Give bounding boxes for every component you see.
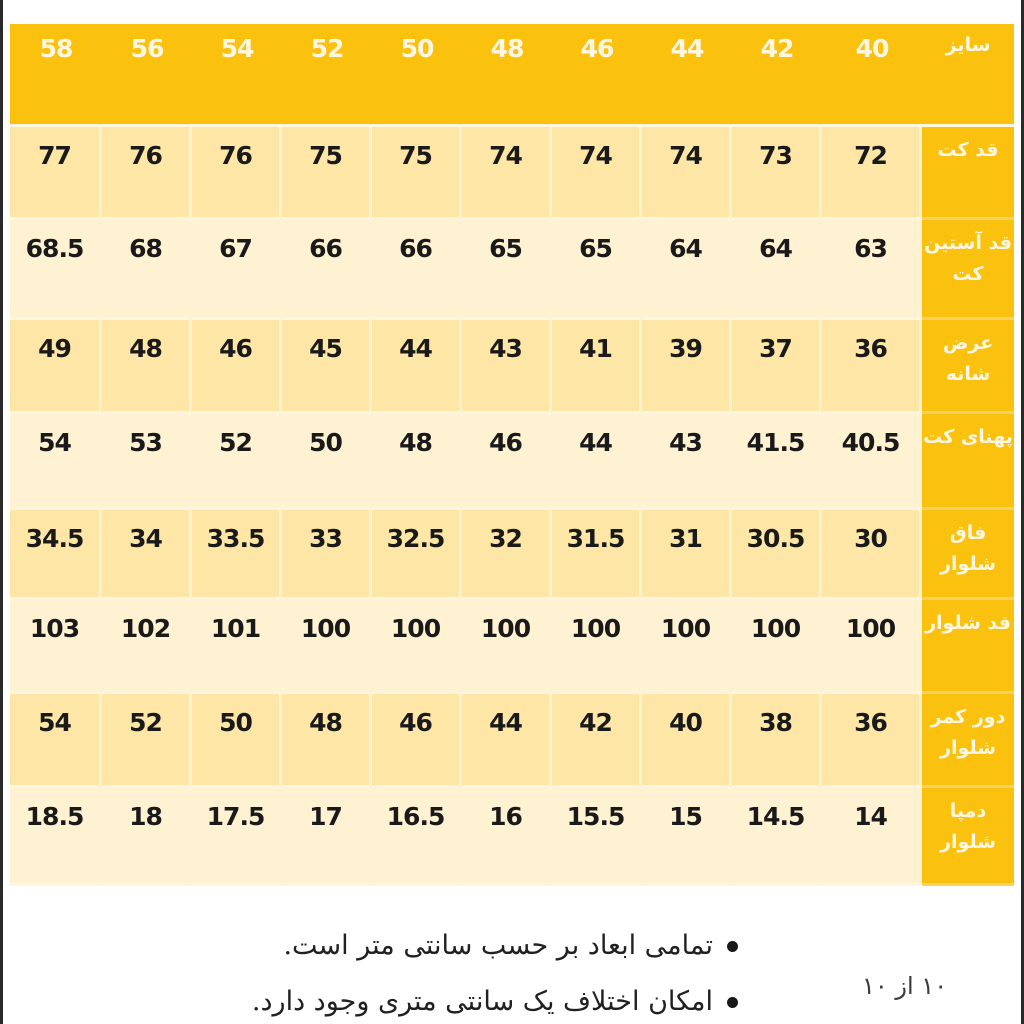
measurement-cell: 41.5 (732, 414, 822, 510)
row-label: قد کت (922, 127, 1014, 220)
left-edge (0, 0, 3, 1024)
size-header-cell: 56 (102, 24, 192, 127)
measurement-cell: 32 (462, 510, 552, 600)
row-label: پهنای کت (922, 414, 1014, 510)
measurement-cell: 64 (642, 220, 732, 320)
table-row (10, 788, 1014, 886)
measurement-cell: 42 (552, 694, 642, 788)
measurement-cell: 76 (192, 127, 282, 220)
measurement-cell: 100 (822, 600, 922, 694)
measurement-cell: 40 (642, 694, 732, 788)
table-row (10, 694, 1014, 788)
measurement-cell: 44 (552, 414, 642, 510)
measurement-cell: 50 (282, 414, 372, 510)
measurement-cell: 16.5 (372, 788, 462, 886)
measurement-cell: 37 (732, 320, 822, 414)
measurement-cell: 48 (282, 694, 372, 788)
size-header-cell: 40 (822, 24, 922, 127)
measurement-cell: 102 (102, 600, 192, 694)
size-header-cell: 42 (732, 24, 822, 127)
measurement-cell: 48 (372, 414, 462, 510)
size-header-cell: 46 (552, 24, 642, 127)
size-header-cell: 54 (192, 24, 282, 127)
measurement-cell: 68 (102, 220, 192, 320)
size-header-cell: 52 (282, 24, 372, 127)
measurement-cell: 34.5 (10, 510, 102, 600)
measurement-cell: 43 (642, 414, 732, 510)
bullet-icon (727, 941, 738, 952)
measurement-cell: 75 (282, 127, 372, 220)
measurement-cell: 63 (822, 220, 922, 320)
note-item (218, 918, 738, 974)
measurement-cell: 100 (732, 600, 822, 694)
measurement-cell: 31.5 (552, 510, 642, 600)
table-row (10, 127, 1014, 220)
note-text: تمامی ابعاد بر حسب سانتی متر است. (283, 930, 713, 961)
measurement-cell: 54 (10, 414, 102, 510)
measurement-cell: 73 (732, 127, 822, 220)
measurement-cell: 36 (822, 320, 922, 414)
table-row (10, 220, 1014, 320)
measurement-cell: 100 (372, 600, 462, 694)
table-row (10, 600, 1014, 694)
size-table-body (10, 24, 1014, 886)
measurement-cell: 15.5 (552, 788, 642, 886)
measurement-cell: 41 (552, 320, 642, 414)
table-row (10, 320, 1014, 414)
measurement-cell: 66 (372, 220, 462, 320)
measurement-cell: 44 (462, 694, 552, 788)
measurement-cell: 39 (642, 320, 732, 414)
table-row (10, 414, 1014, 510)
measurement-cell: 30.5 (732, 510, 822, 600)
note-item (218, 974, 738, 1024)
measurement-cell: 18.5 (10, 788, 102, 886)
row-label: دمپا شلوار (922, 788, 1014, 886)
measurement-cell: 36 (822, 694, 922, 788)
note-text: امکان اختلاف یک سانتی متری وجود دارد. (251, 986, 713, 1017)
measurement-cell: 14 (822, 788, 922, 886)
measurement-cell: 38 (732, 694, 822, 788)
measurement-cell: 100 (462, 600, 552, 694)
size-table (10, 24, 1014, 886)
measurement-cell: 33.5 (192, 510, 282, 600)
measurement-cell: 17.5 (192, 788, 282, 886)
measurement-cell: 101 (192, 600, 282, 694)
measurement-cell: 100 (642, 600, 732, 694)
measurement-cell: 17 (282, 788, 372, 886)
measurement-cell: 46 (462, 414, 552, 510)
measurement-cell: 53 (102, 414, 192, 510)
measurement-cell: 100 (552, 600, 642, 694)
measurement-cell: 32.5 (372, 510, 462, 600)
row-label: فاق شلوار (922, 510, 1014, 600)
measurement-cell: 34 (102, 510, 192, 600)
measurement-cell: 76 (102, 127, 192, 220)
measurement-cell: 65 (552, 220, 642, 320)
measurement-cell: 14.5 (732, 788, 822, 886)
size-header-cell: 58 (10, 24, 102, 127)
measurement-cell: 31 (642, 510, 732, 600)
measurement-cell: 103 (10, 600, 102, 694)
measurement-cell: 64 (732, 220, 822, 320)
measurement-cell: 30 (822, 510, 922, 600)
measurement-cell: 43 (462, 320, 552, 414)
measurement-cell: 52 (192, 414, 282, 510)
row-label: دور کمر شلوار (922, 694, 1014, 788)
measurement-cell: 100 (282, 600, 372, 694)
measurement-cell: 44 (372, 320, 462, 414)
size-header-cell: 50 (372, 24, 462, 127)
measurement-cell: 54 (10, 694, 102, 788)
measurement-cell: 65 (462, 220, 552, 320)
measurement-cell: 49 (10, 320, 102, 414)
measurement-cell: 18 (102, 788, 192, 886)
measurement-cell: 15 (642, 788, 732, 886)
measurement-cell: 67 (192, 220, 282, 320)
size-header-row (10, 24, 1014, 127)
measurement-cell: 72 (822, 127, 922, 220)
measurement-cell: 68.5 (10, 220, 102, 320)
measurement-cell: 77 (10, 127, 102, 220)
measurement-cell: 46 (372, 694, 462, 788)
row-label: قد آستین کت (922, 220, 1014, 320)
measurement-cell: 40.5 (822, 414, 922, 510)
measurement-cell: 16 (462, 788, 552, 886)
measurement-cell: 74 (642, 127, 732, 220)
page-counter: ۱۰ از ۱۰ (862, 972, 948, 1000)
measurement-cell: 50 (192, 694, 282, 788)
measurement-cell: 74 (552, 127, 642, 220)
measurement-cell: 74 (462, 127, 552, 220)
size-header-cell: 44 (642, 24, 732, 127)
table-row (10, 510, 1014, 600)
size-header-label: سایز (922, 24, 1014, 127)
bullet-icon (727, 997, 738, 1008)
measurement-cell: 75 (372, 127, 462, 220)
measurement-cell: 45 (282, 320, 372, 414)
measurement-cell: 66 (282, 220, 372, 320)
notes-list (218, 918, 738, 1024)
measurement-cell: 46 (192, 320, 282, 414)
size-header-cell: 48 (462, 24, 552, 127)
row-label: عرض شانه (922, 320, 1014, 414)
measurement-cell: 52 (102, 694, 192, 788)
row-label: قد شلوار (922, 600, 1014, 694)
measurement-cell: 48 (102, 320, 192, 414)
measurement-cell: 33 (282, 510, 372, 600)
